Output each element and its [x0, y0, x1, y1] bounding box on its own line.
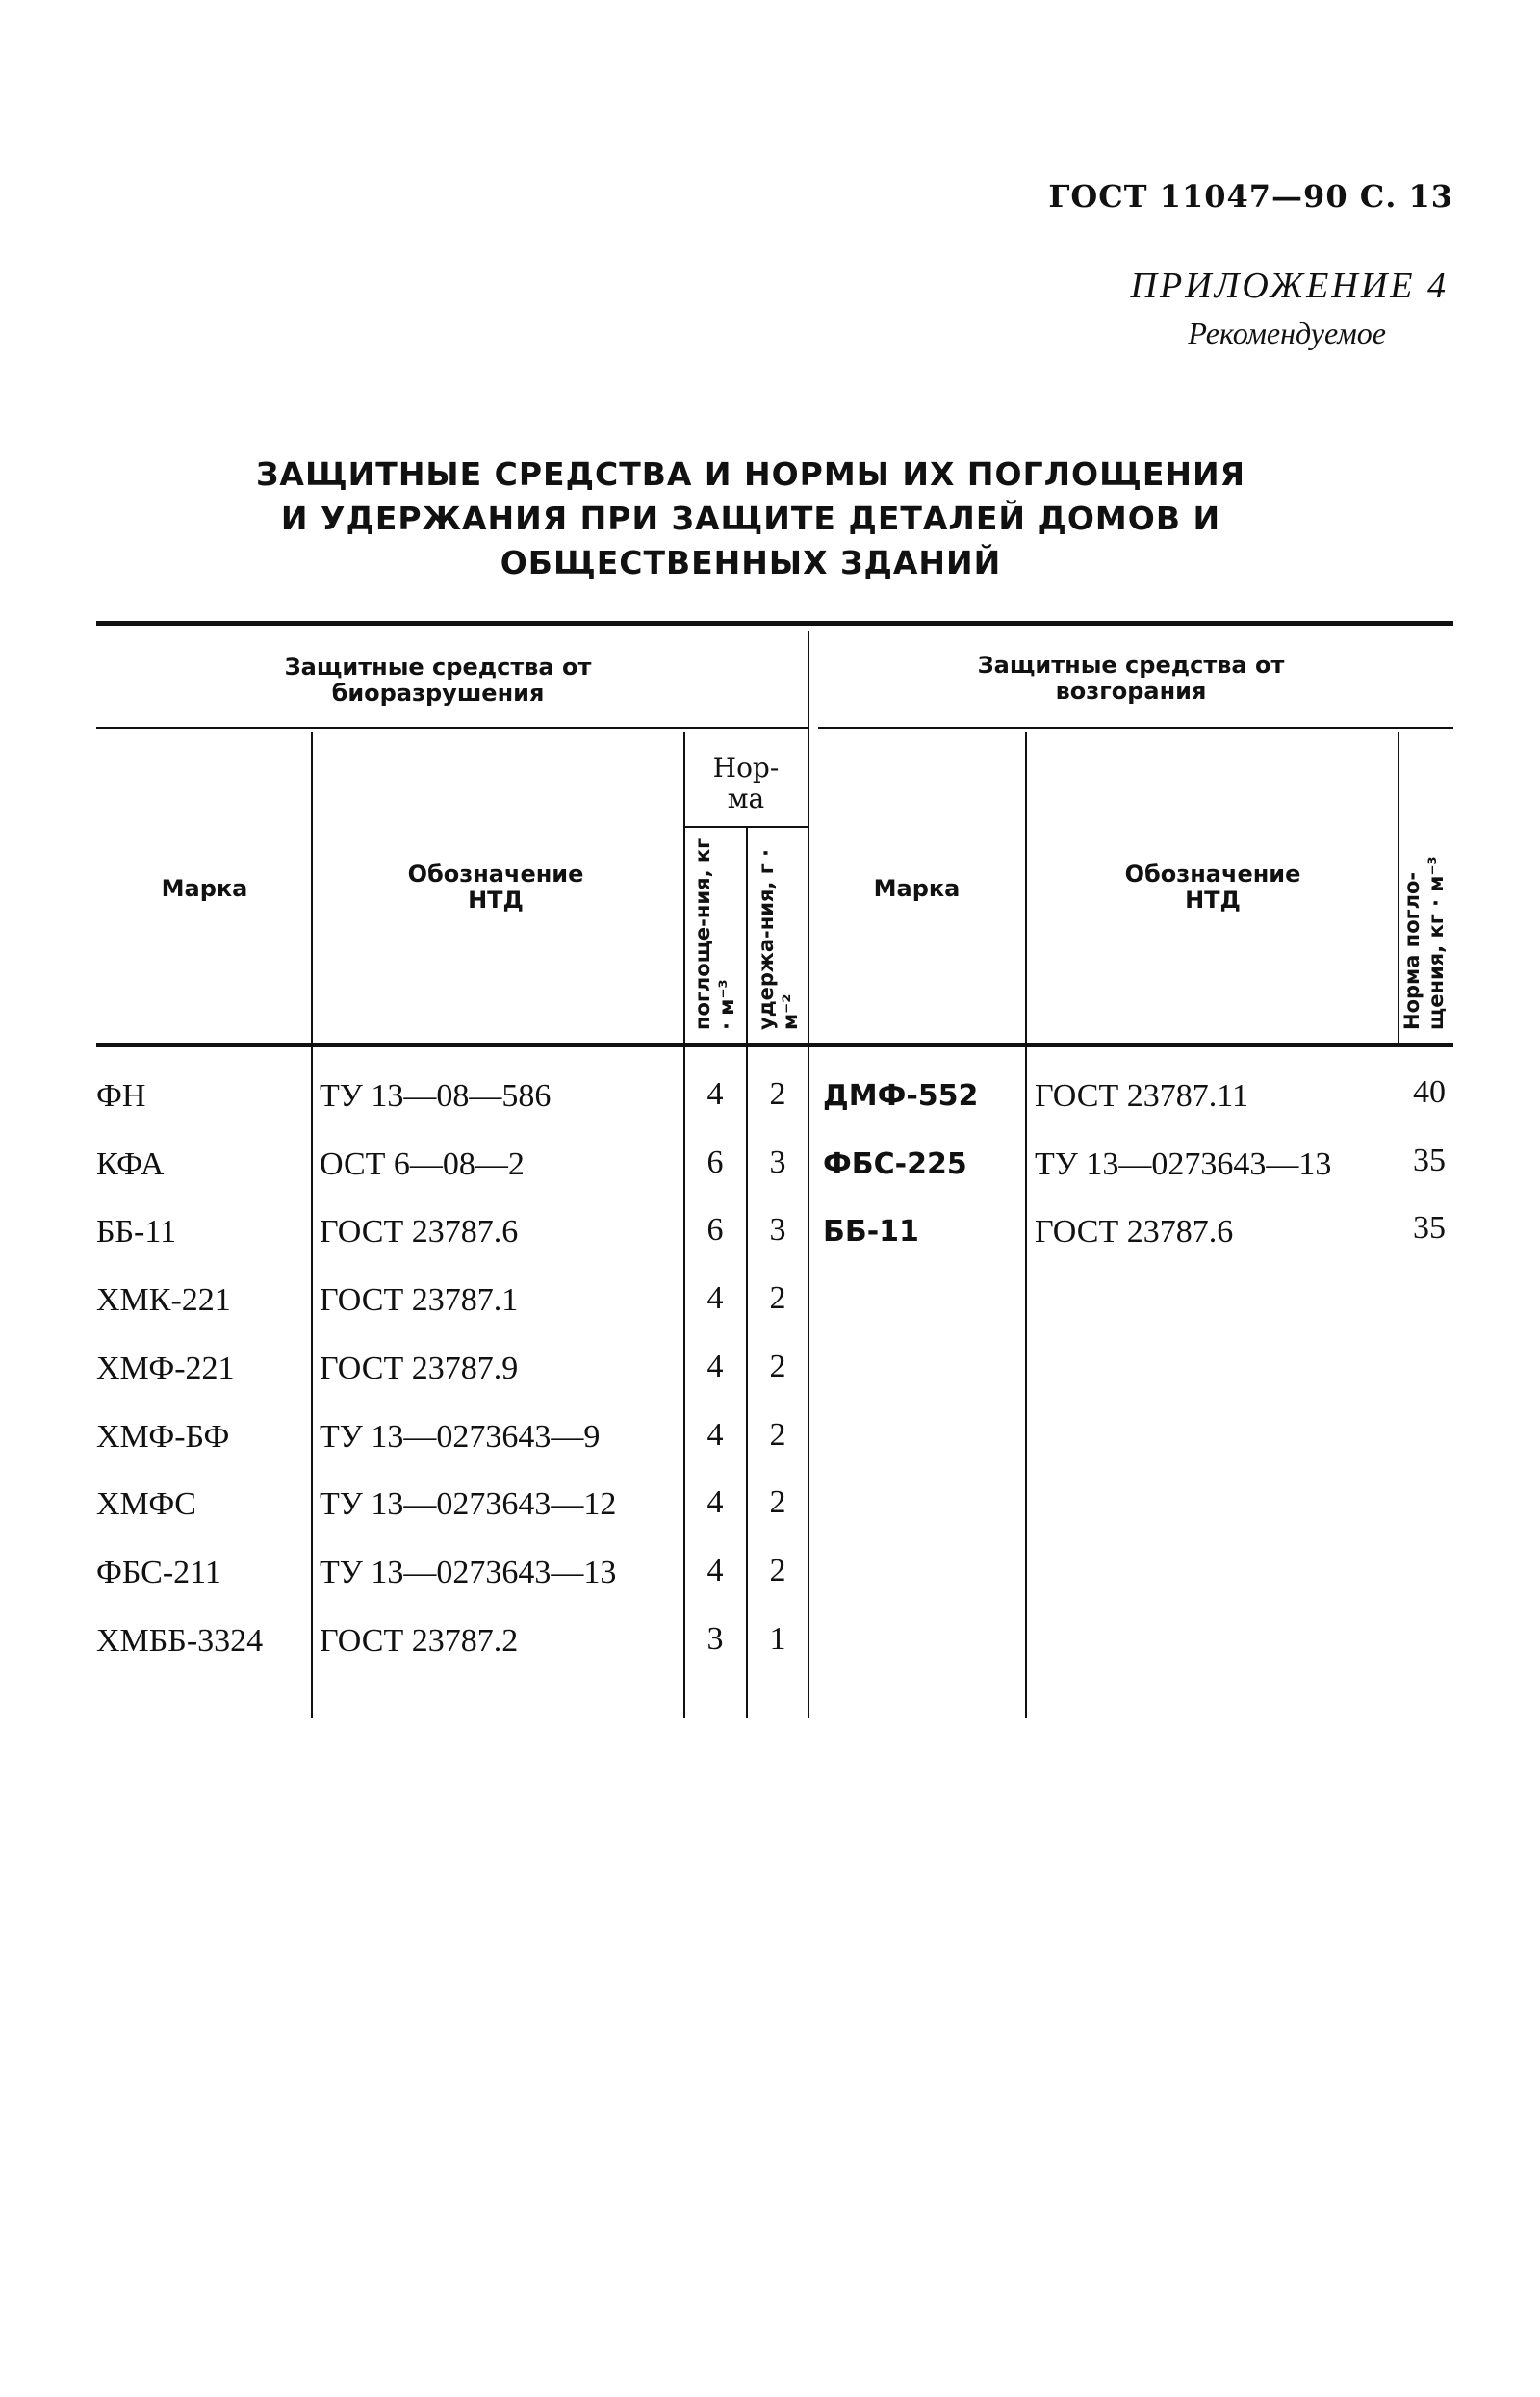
- appendix-label: ПРИЛОЖЕНИЕ 4: [1130, 266, 1449, 306]
- fire-absorb-cell: 35: [1413, 1210, 1446, 1246]
- bio-retain-cell: 1: [769, 1621, 786, 1657]
- bio-retain-cell: 2: [769, 1349, 786, 1384]
- bio-retain-cell: 2: [769, 1417, 786, 1453]
- bio-ntd-cell: ТУ 13—0273643—12: [320, 1486, 617, 1522]
- bio-retain-cell: 3: [769, 1212, 786, 1248]
- table-top-rule: [96, 621, 1453, 626]
- col-header-mark: Марка: [161, 875, 248, 902]
- col-header-ntd-fire: Обозначение НТД: [1124, 861, 1301, 914]
- fire-mark-cell: ФБС-225: [823, 1147, 967, 1181]
- bio-ntd-cell: ТУ 13—0273643—13: [320, 1555, 617, 1590]
- bio-retain-cell: 2: [769, 1484, 786, 1520]
- fire-mark-cell: ДМФ-552: [823, 1079, 979, 1113]
- bio-mark-cell: ХМФ-221: [96, 1351, 235, 1386]
- bio-ntd-cell: ТУ 13—08—586: [320, 1078, 552, 1114]
- bio-ntd-cell: ГОСТ 23787.1: [320, 1282, 519, 1318]
- bio-absorb-cell: 4: [706, 1076, 724, 1112]
- bio-absorb-cell: 4: [706, 1349, 724, 1384]
- bio-retain-cell: 2: [769, 1076, 786, 1112]
- bio-retain-cell: 2: [769, 1553, 786, 1588]
- fire-ntd-cell: ГОСТ 23787.6: [1035, 1214, 1234, 1250]
- group-header-fire: Защитные средства от возгорания: [977, 652, 1285, 705]
- appendix-status: Рекомендуемое: [1188, 316, 1386, 350]
- bio-retain-cell: 2: [769, 1280, 786, 1316]
- bio-absorb-cell: 3: [706, 1621, 724, 1657]
- fire-mark-cell: ББ-11: [823, 1215, 919, 1249]
- bio-mark-cell: ХМФ-БФ: [96, 1419, 230, 1455]
- fire-ntd-cell: ГОСТ 23787.11: [1035, 1078, 1248, 1114]
- col-header-norma-fire: Норма погло-щения, кг · м⁻³: [1400, 856, 1448, 1030]
- document-title: [0, 452, 1540, 585]
- col-header-retain: удержа-ния, г · м⁻²: [755, 849, 802, 1030]
- bio-ntd-cell: ГОСТ 23787.6: [320, 1214, 519, 1250]
- bio-absorb-cell: 6: [706, 1212, 724, 1248]
- col-header-absorb: поглоще-ния, кг · м⁻³: [691, 838, 738, 1030]
- bio-absorb-cell: 4: [706, 1484, 724, 1520]
- group-header-rule-left: [96, 727, 808, 729]
- bio-mark-cell: ХМББ-3324: [96, 1623, 264, 1659]
- bio-absorb-cell: 4: [706, 1553, 724, 1588]
- title-line-2: И УДЕРЖАНИЯ ПРИ ЗАЩИТЕ ДЕТАЛЕЙ ДОМОВ И: [280, 500, 1221, 537]
- fire-absorb-cell: 40: [1413, 1074, 1446, 1110]
- col-header-mark-fire: Марка: [873, 875, 961, 902]
- bio-mark-cell: ХМФС: [96, 1486, 196, 1522]
- fire-ntd-cell: ТУ 13—0273643—13: [1035, 1147, 1332, 1182]
- bio-ntd-cell: ТУ 13—0273643—9: [320, 1419, 601, 1455]
- col-header-ntd: Обозначение НТД: [407, 861, 584, 914]
- bio-mark-cell: ББ-11: [96, 1214, 177, 1250]
- bio-absorb-cell: 4: [706, 1280, 724, 1316]
- divider-fire-mark: [1025, 732, 1027, 1718]
- divider-group: [808, 631, 809, 1718]
- bio-ntd-cell: ГОСТ 23787.2: [320, 1623, 519, 1659]
- bio-mark-cell: ХМК-221: [96, 1282, 231, 1318]
- standard-page-number: ГОСТ 11047—90 С. 13: [1048, 178, 1453, 215]
- bio-mark-cell: ФН: [96, 1078, 146, 1114]
- bio-absorb-cell: 6: [706, 1145, 724, 1180]
- group-header-bio: Защитные средства от биоразрушения: [284, 654, 592, 707]
- header-bottom-rule: [96, 1043, 1453, 1047]
- divider-fire-norma: [1398, 732, 1399, 1044]
- fire-absorb-cell: 35: [1413, 1143, 1446, 1178]
- bio-mark-cell: КФА: [96, 1147, 165, 1182]
- divider-bio-mark: [311, 732, 313, 1718]
- title-line-1: ЗАЩИТНЫЕ СРЕДСТВА И НОРМЫ ИХ ПОГЛОЩЕНИЯ: [255, 455, 1246, 493]
- bio-retain-cell: 3: [769, 1145, 786, 1180]
- title-line-3: ОБЩЕСТВЕННЫХ ЗДАНИЙ: [500, 544, 1002, 581]
- bio-ntd-cell: ГОСТ 23787.9: [320, 1351, 519, 1386]
- col-header-norma: Нор-ма: [712, 752, 780, 814]
- bio-ntd-cell: ОСТ 6—08—2: [320, 1147, 525, 1182]
- bio-mark-cell: ФБС-211: [96, 1555, 221, 1590]
- group-header-rule-right: [818, 727, 1453, 729]
- bio-absorb-cell: 4: [706, 1417, 724, 1453]
